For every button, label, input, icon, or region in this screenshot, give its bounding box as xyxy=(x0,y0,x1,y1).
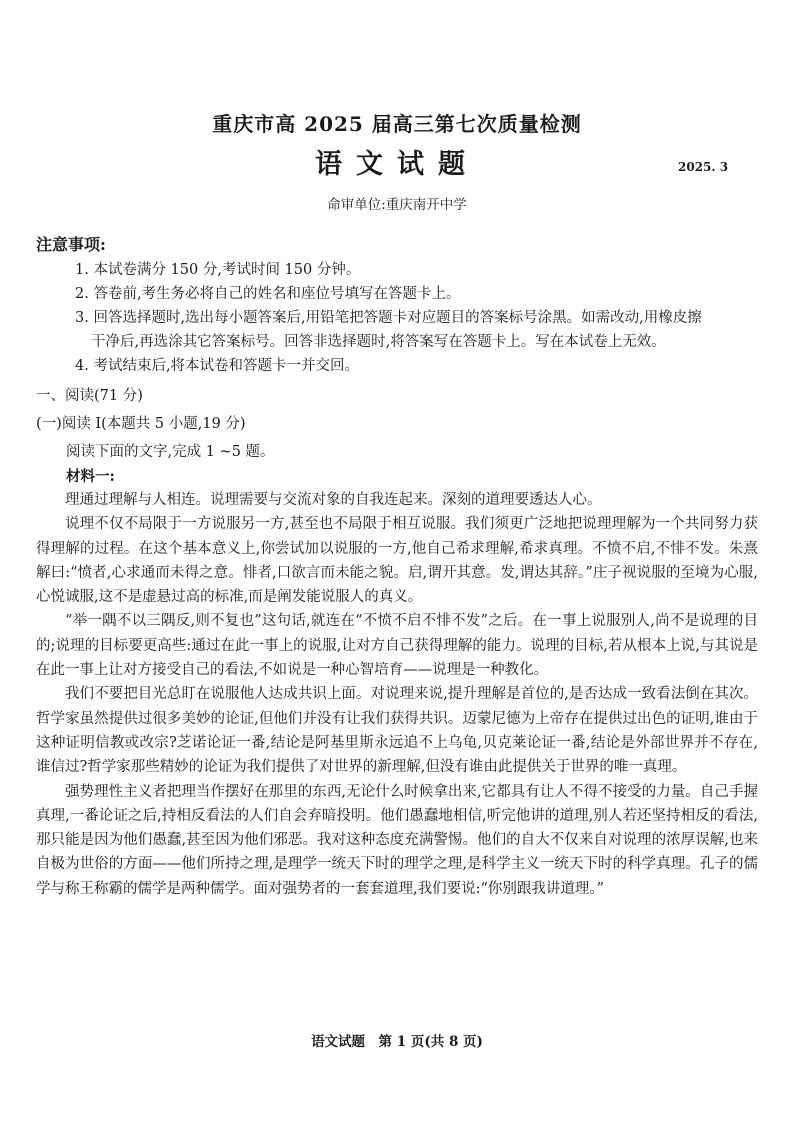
passage-paragraph: 说理不仅不局限于一方说服另一方,甚至也不局限于相互说服。我们须更广泛地把说理理解为一个共同努力获得理解的过程。在这个基本意义上,你尝试加以说服的一方,他自己希求理解,希求真理。不愤不启,不悱不发。朱熹解曰:“愤者,心求通而未得之意。悱者,口欲言而未能之貌。启,谓开其意。发,谓达其辞。”庄子视说服的至境为心服,心悦诚服,这不是虚悬过高的标准,而是阐发能说服人的真义。 xyxy=(36,516,758,606)
reading-passage xyxy=(36,488,758,901)
exam-setter: 命审单位:重庆南开中学 xyxy=(327,197,467,213)
notice-item-continuation: 干净后,再选涂其它答案标号。回答非选择题时,将答案写在答题卡上。写在本试卷上无效。 xyxy=(91,334,666,350)
passage-paragraph: 我们不要把目光总盯在说服他人达成共识上面。对说理来说,提升理解是首位的,是否达成一致看法倒在其次。哲学家虽然提供过很多美妙的论证,但他们并没有让我们获得共识。迈蒙尼德为上帝存在提供过出色的证明,谁由于这种证明信教或改宗?芝诺论证一番,结论是阿基里斯永远追不上乌龟,贝克莱论证一番,结论是外部世界并不存在,谁信过?哲学家那些精妙的论证为我们提供了对世界的新理解,但没有谁由此提供关于世界的唯一真理。 xyxy=(36,686,758,776)
notice-list xyxy=(75,258,765,378)
notice-item: 2. 答卷前,考生务必将自己的姓名和座位号填写在答题卡上。 xyxy=(75,286,461,302)
passage-paragraph: 强势理性主义者把理当作摆好在那里的东西,无论什么时候拿出来,它都具有让人不得不接受的力量。自己手握真理,一番论证之后,持相反看法的人们自会弃暗投明。他们愚蠢地相信,听完他讲的道理,别人若还坚持相反的看法,那只能是因为他们愚蠢,甚至因为他们邪恶。我对这种态度充满警惕。他们的自大不仅来自对说理的浓厚误解,也来自极为世俗的方面——他们所持之理,是理学一统天下时的理学之理,是科学主义一统天下时的科学真理。孔子的儒学与称王称霸的儒学是两种儒学。面对强势者的一套套道理,我们要说:“你别跟我讲道理。” xyxy=(36,783,758,897)
passage-paragraph: “举一隅不以三隅反,则不复也”这句话,就连在“不愤不启不悱不发”之后。在一事上说服别人,尚不是说理的目的;说理的目标要更高些:通过在此一事上的说服,让对方自己获得理解的能力。说理的目标,若从根本上说,与其说是在此一事上让对方接受自己的看法,不如说是一种心智培育——说理是一种教化。 xyxy=(36,613,758,679)
notice-item: 1. 本试卷满分 150 分,考试时间 150 分钟。 xyxy=(75,262,361,278)
exam-date: 2025. 3 xyxy=(678,160,729,174)
notice-item-continued xyxy=(75,330,765,354)
sub-section-heading: (一)阅读 I(本题共 5 小题,19 分) xyxy=(36,416,246,432)
material-label: 材料一: xyxy=(66,468,115,485)
passage-paragraph: 理通过理解与人相连。说理需要与交流对象的自我连起来。深刻的道理要透达人心。 xyxy=(65,492,602,508)
reading-instruction: 阅读下面的文字,完成 1 ~5 题。 xyxy=(66,444,275,460)
exam-title: 重庆市高 2025 届高三第七次质量检测 xyxy=(212,112,582,136)
section-heading: 一、阅读(71 分) xyxy=(36,388,143,404)
subject-title: 语文试题 xyxy=(315,149,479,180)
notice-item: 3. 回答选择题时,选出每小题答案后,用铅笔把答题卡对应题目的答案标号涂黑。如需改动,用橡皮擦 xyxy=(75,310,702,326)
notice-item: 4. 考试结束后,将本试卷和答题卡一并交回。 xyxy=(75,358,360,374)
page-footer: 语文试题 第 1 页(共 8 页) xyxy=(311,1034,483,1050)
notice-heading: 注意事项: xyxy=(36,235,106,254)
